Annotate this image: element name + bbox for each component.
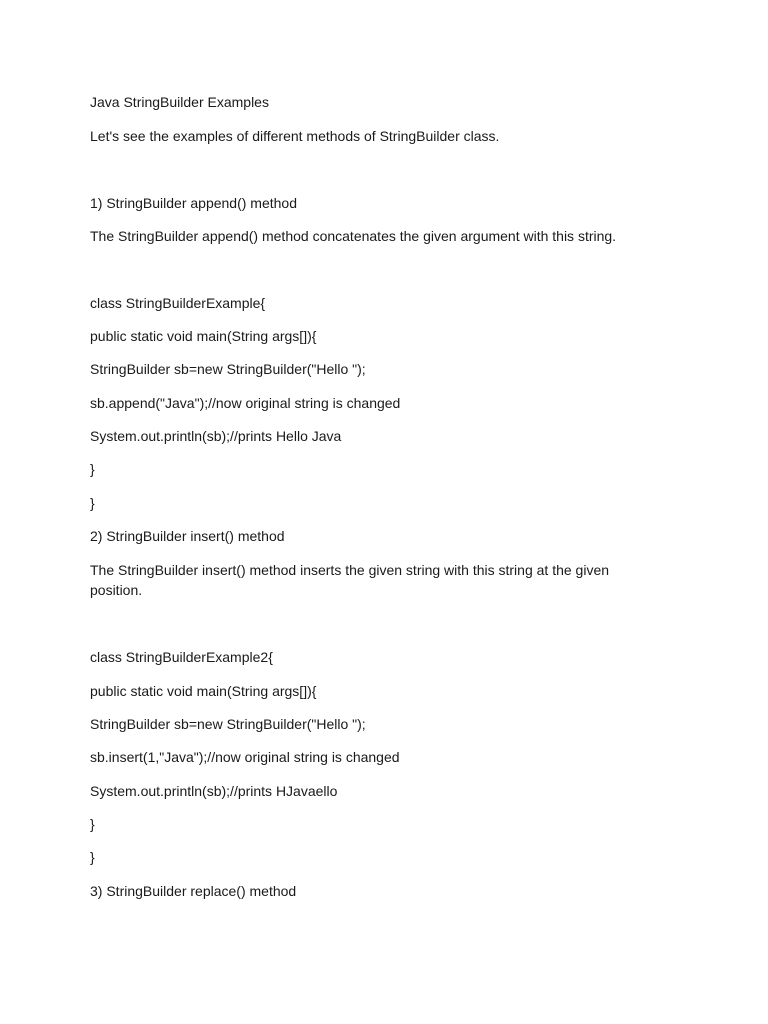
code-line: public static void main(String args[]){ xyxy=(90,683,317,699)
section-heading-append: 1) StringBuilder append() method xyxy=(90,195,298,211)
code-line: System.out.println(sb);//prints Hello Java xyxy=(90,428,342,444)
section-heading-replace: 3) StringBuilder replace() method xyxy=(90,883,297,899)
code-line: System.out.println(sb);//prints HJavaello xyxy=(90,783,338,799)
code-line: } xyxy=(90,849,95,865)
section-description-insert: The StringBuilder insert() method inserts the given string with this string at the given position. xyxy=(90,562,610,598)
code-line: StringBuilder sb=new StringBuilder("Hello "); xyxy=(90,716,366,732)
section-heading-insert: 2) StringBuilder insert() method xyxy=(90,528,285,544)
intro-paragraph: Let's see the examples of different methods of StringBuilder class. xyxy=(90,128,500,144)
code-line: } xyxy=(90,461,95,477)
section-description-append: The StringBuilder append() method concatenates the given argument with this string. xyxy=(90,228,617,244)
code-line: class StringBuilderExample{ xyxy=(90,295,266,311)
code-line: sb.insert(1,"Java");//now original string is changed xyxy=(90,749,400,765)
code-line: public static void main(String args[]){ xyxy=(90,328,317,344)
code-line: class StringBuilderExample2{ xyxy=(90,649,273,665)
code-line: } xyxy=(90,495,95,511)
code-line: sb.append("Java");//now original string is changed xyxy=(90,395,401,411)
code-line: StringBuilder sb=new StringBuilder("Hello "); xyxy=(90,361,366,377)
page-title: Java StringBuilder Examples xyxy=(90,94,269,110)
code-line: } xyxy=(90,816,95,832)
